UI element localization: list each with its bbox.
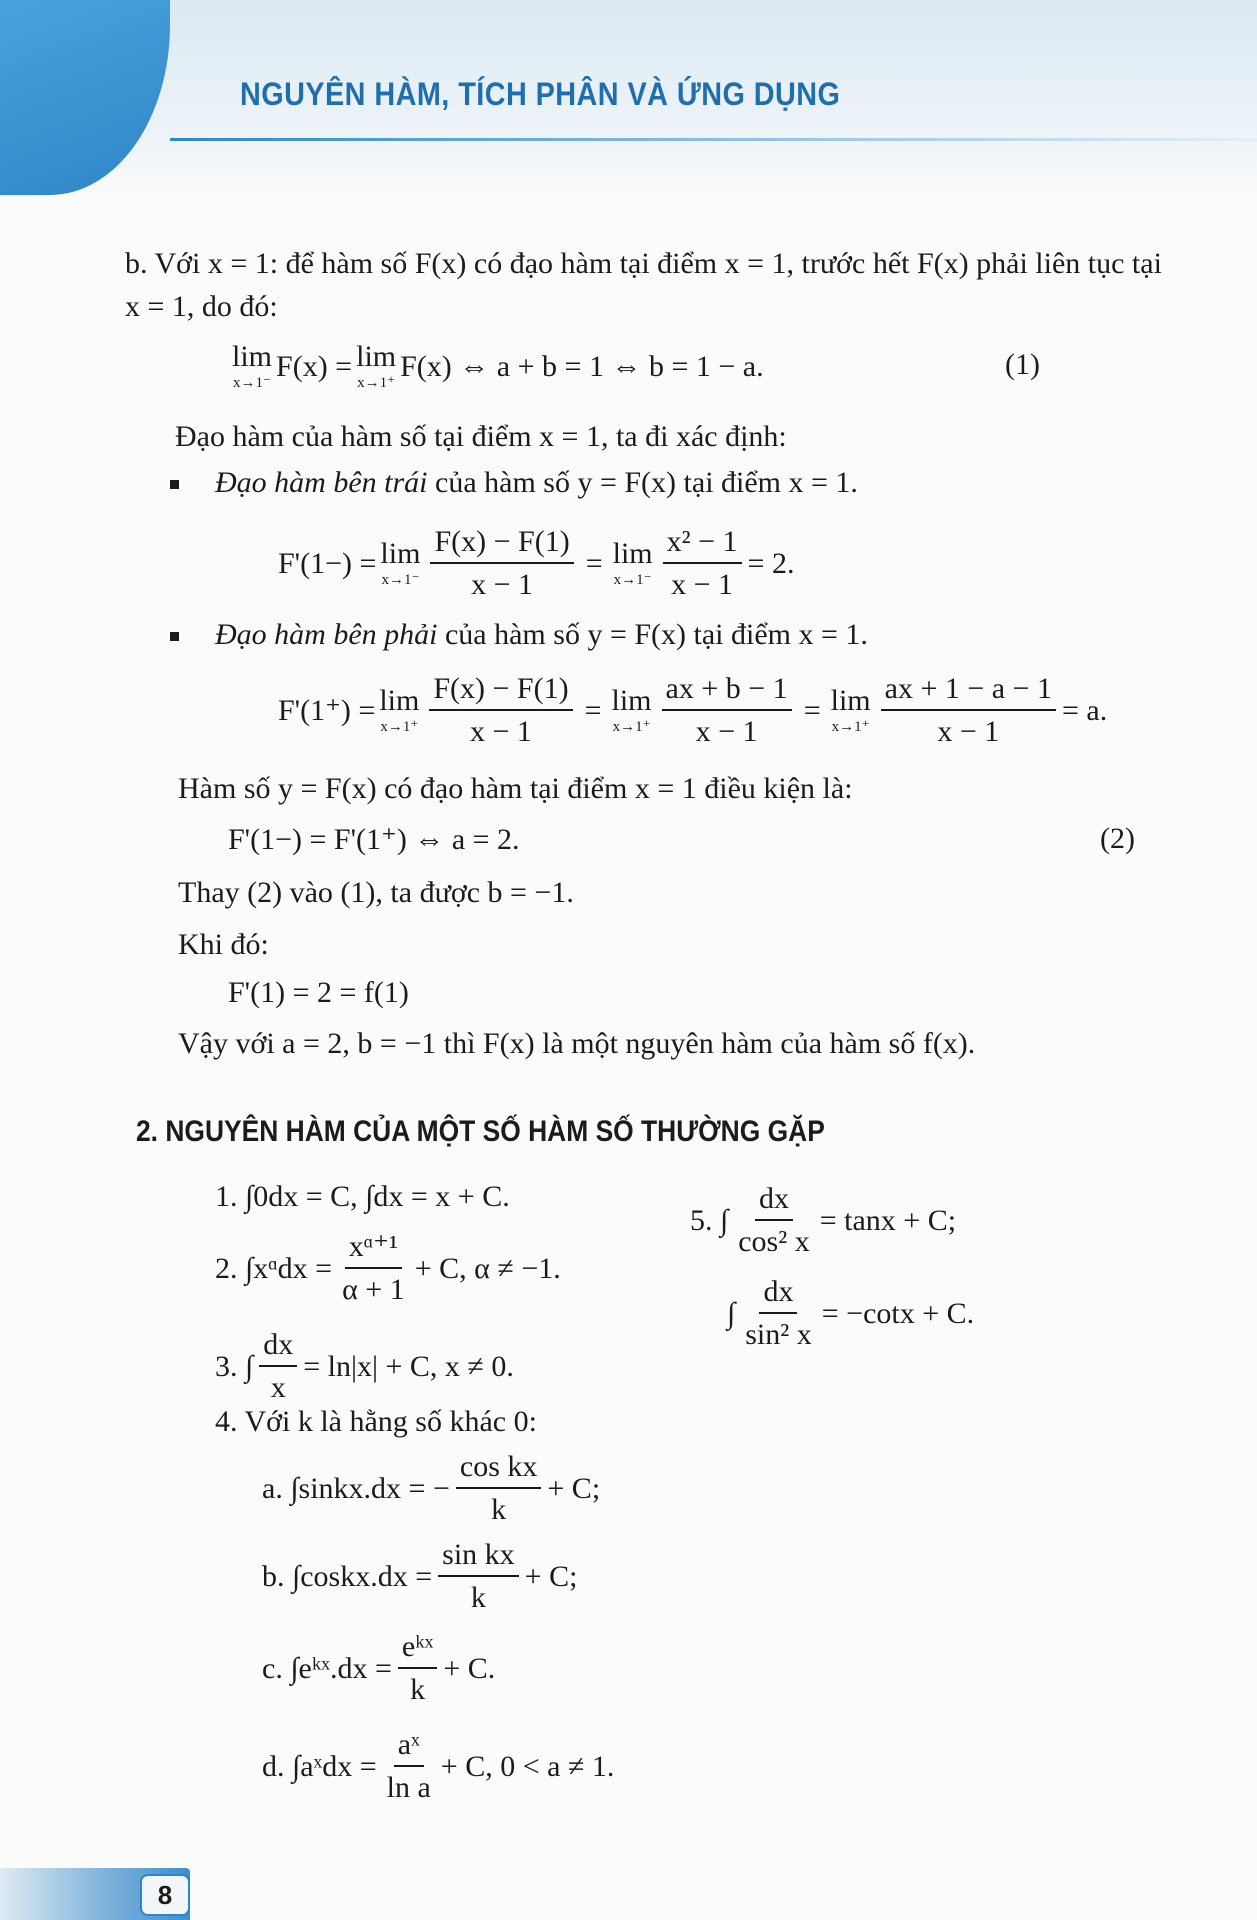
condition-equation: F'(1−) = F'(1⁺) ⇔ a = 2. [228,823,520,856]
right-result: = a. [1062,693,1108,727]
formula-3: 3. ∫ $\frac{dx}{x}$ = ln|x| + C, x ≠ 0. [215,1328,514,1404]
equation-1 [228,342,764,391]
part-b-line1: b. Với x = 1: để hàm số F(x) có đạo hàm tại điểm x = 1, trước hết F(x) phải liên tục tại [125,247,1162,280]
khi-do: Khi đó: [178,928,269,961]
right-derivative-equation: F'(1⁺) = lim x→1⁺ $\frac{F(x) - F(1)}{x - 1}$ = lim x→1⁺ $\frac{ax + b - 1}{x - 1}$ = lim x→1⁺ $\frac{ax + 1 - a - 1}{x - 1}$ = a. [278,672,1108,748]
formula-4d-frac: $\frac{\text{aˣ}}{\text{ln a}}$ [386,1728,431,1804]
formula-4b-frac: $\frac{\text{sin kx}}{k}$ [438,1538,519,1615]
derivative-intro: Đạo hàm của hàm số tại điểm x = 1, ta đi xác định: [175,420,787,453]
formula-4a-frac: $\frac{\text{cos kx}}{k}$ [456,1450,542,1527]
eq1-left: F(x) = [276,349,353,383]
left-frac-2: $\frac{\text{x² − 1}}{x - 1}$ [663,525,742,602]
lim-left: lim x→1⁻ [232,340,273,391]
left-derivative-line [215,466,858,500]
section-2-heading: 2. NGUYÊN HÀM CỦA MỘT SỐ HÀM SỐ THƯỜNG GẶP [136,1115,825,1148]
eq1-tag: (1) [1005,348,1040,381]
formula-4b: b. ∫coskx.dx = $\frac{\text{sin kx}}{k}$ + C; [262,1538,578,1614]
page-number: 8 [140,1874,190,1916]
formula-4c: c. ∫eᵏˣ.dx = $\frac{\text{eᵏˣ}}{k}$ + C. [262,1630,496,1706]
formula-3-frac: $\frac{dx}{x}$ [259,1328,297,1405]
formula-5: 5. ∫ $\frac{dx}{\text{cos² x}}$ = tanx + C; [690,1182,957,1258]
left-derivative-rest: của hàm số y = F(x) tại điểm x = 1. [427,466,858,499]
condition-tag: (2) [1100,822,1135,855]
header-rule [170,138,1257,141]
bullet-right [170,632,179,641]
left-frac-1: $\frac{F(x) - F(1)}{x - 1}$ [430,525,573,602]
formula-4: 4. Với k là hằng số khác 0: [215,1405,537,1438]
right-lhs: F'(1⁺) = [278,694,376,727]
formula-1: 1. ∫0dx = C, ∫dx = x + C. [215,1180,510,1213]
left-derivative-equation: F'(1−) = lim x→1⁻ $\frac{F(x) - F(1)}{x - 1}$ = lim x→1⁻ $\frac{\text{x² − 1}}{x - 1}$ = 2. [278,525,795,601]
f1-equation: F'(1) = 2 = f(1) [228,976,409,1009]
left-derivative-label: Đạo hàm bên trái [215,466,428,499]
condition-intro: Hàm số y = F(x) có đạo hàm tại điểm x = 1 điều kiện là: [178,772,853,805]
formula-2-frac: $\frac{\text{xᵅ⁺¹}}{\alpha + 1}$ [342,1230,405,1306]
left-lhs: F'(1−) = [278,546,377,580]
right-derivative-rest: của hàm số y = F(x) tại điểm x = 1. [437,618,868,651]
conclusion-line: Vậy với a = 2, b = −1 thì F(x) là một nguyên hàm của hàm số f(x). [178,1027,976,1060]
formula-4a: a. ∫sinkx.dx = − $\frac{\text{cos kx}}{k}$ + C; [262,1450,601,1526]
formula-5b: ∫ $\frac{dx}{\text{sin² x}}$ = −cotx + C. [727,1275,975,1351]
right-frac-1: $\frac{F(x) - F(1)}{x - 1}$ [429,672,572,749]
part-b-line2: x = 1, do đó: [125,290,278,323]
formula-4d: d. ∫aˣdx = $\frac{\text{aˣ}}{\text{ln a}}$ + C, 0 < a ≠ 1. [262,1728,615,1804]
left-result: = 2. [747,546,795,580]
bullet-left [170,480,179,489]
formula-4c-frac: $\frac{\text{eᵏˣ}}{k}$ [398,1630,437,1707]
formula-5b-frac: $\frac{dx}{\text{sin² x}}$ [745,1275,812,1351]
substitution-line: Thay (2) vào (1), ta được b = −1. [178,876,574,909]
formula-2: 2. ∫xᵅdx = $\frac{\text{xᵅ⁺¹}}{\alpha + 1}$ + C, α ≠ −1. [215,1230,561,1306]
right-derivative-label: Đạo hàm bên phải [215,618,438,651]
eq1-mid: F(x) ⇔ a + b = 1 ⇔ b = 1 − a. [400,349,764,383]
right-frac-2: $\frac{ax + b - 1}{x - 1}$ [662,672,792,749]
chapter-title: NGUYÊN HÀM, TÍCH PHÂN VÀ ỨNG DỤNG [240,76,841,112]
lim-right: lim x→1⁺ [356,340,397,391]
formula-5-frac: $\frac{dx}{\text{cos² x}}$ [738,1182,810,1258]
right-frac-3: $\frac{ax + 1 - a - 1}{x - 1}$ [881,672,1056,749]
right-derivative-line [215,618,868,652]
